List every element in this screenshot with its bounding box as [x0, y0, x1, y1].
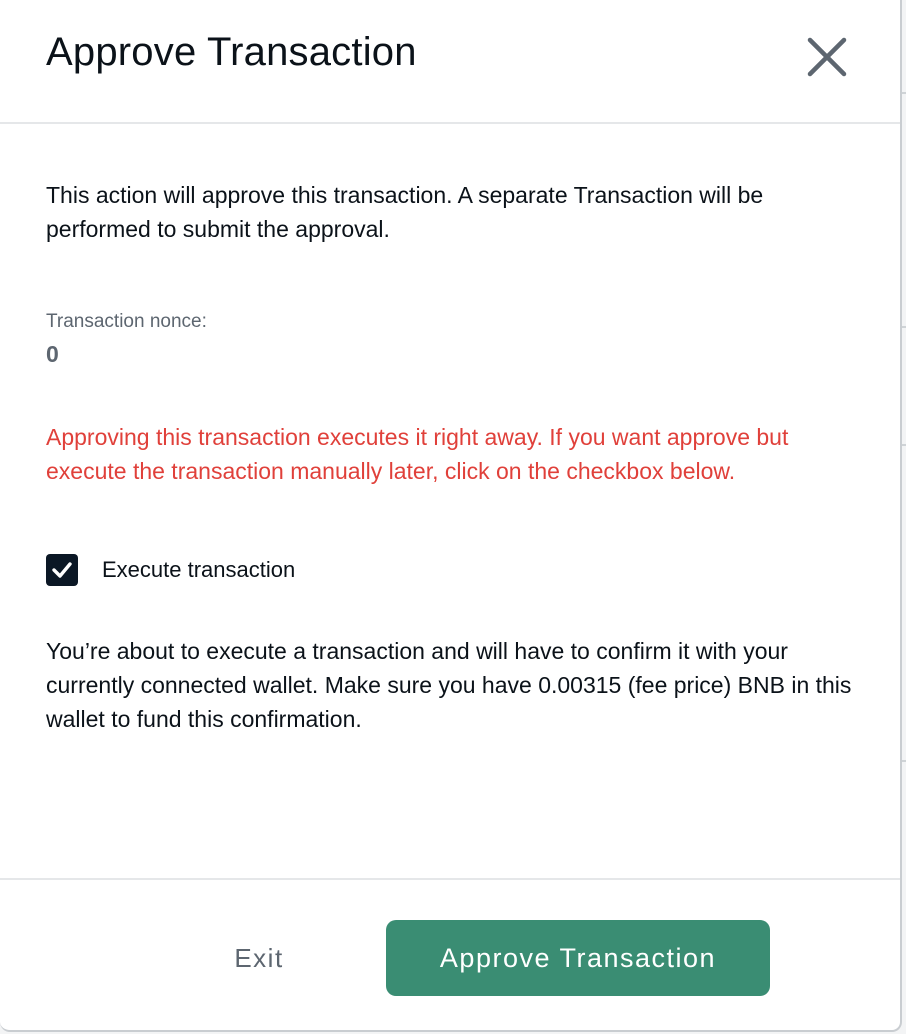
- exit-button[interactable]: Exit: [200, 934, 318, 982]
- approve-transaction-button[interactable]: Approve Transaction: [386, 920, 770, 996]
- execute-warning: Approving this transaction executes it right away. If you want approve but execute the transaction manually later, click on the checkbox below.: [46, 424, 789, 484]
- execute-transaction-label: Execute transaction: [102, 557, 296, 582]
- modal-footer: [0, 878, 900, 1030]
- close-icon: [804, 34, 850, 80]
- execute-note: You’re about to execute a transaction and will have to confirm it with your currently connected wallet. Make sure you have 0.00315 (fee price) BNB in this wallet to fund this confirmation.: [46, 638, 852, 732]
- modal-body: [46, 178, 856, 488]
- modal-header: [0, 0, 900, 124]
- nonce-value: 0: [46, 341, 59, 367]
- checkmark-icon: [51, 559, 73, 581]
- nonce-label: Transaction nonce:: [46, 311, 207, 332]
- execute-transaction-checkbox-row[interactable]: [46, 554, 295, 586]
- intro-text: This action will approve this transaction. A separate Transaction will be performed to submit the approval.: [46, 182, 764, 242]
- modal-title: Approve Transaction: [46, 30, 417, 74]
- close-button[interactable]: [804, 34, 850, 80]
- execute-transaction-checkbox[interactable]: [46, 554, 78, 586]
